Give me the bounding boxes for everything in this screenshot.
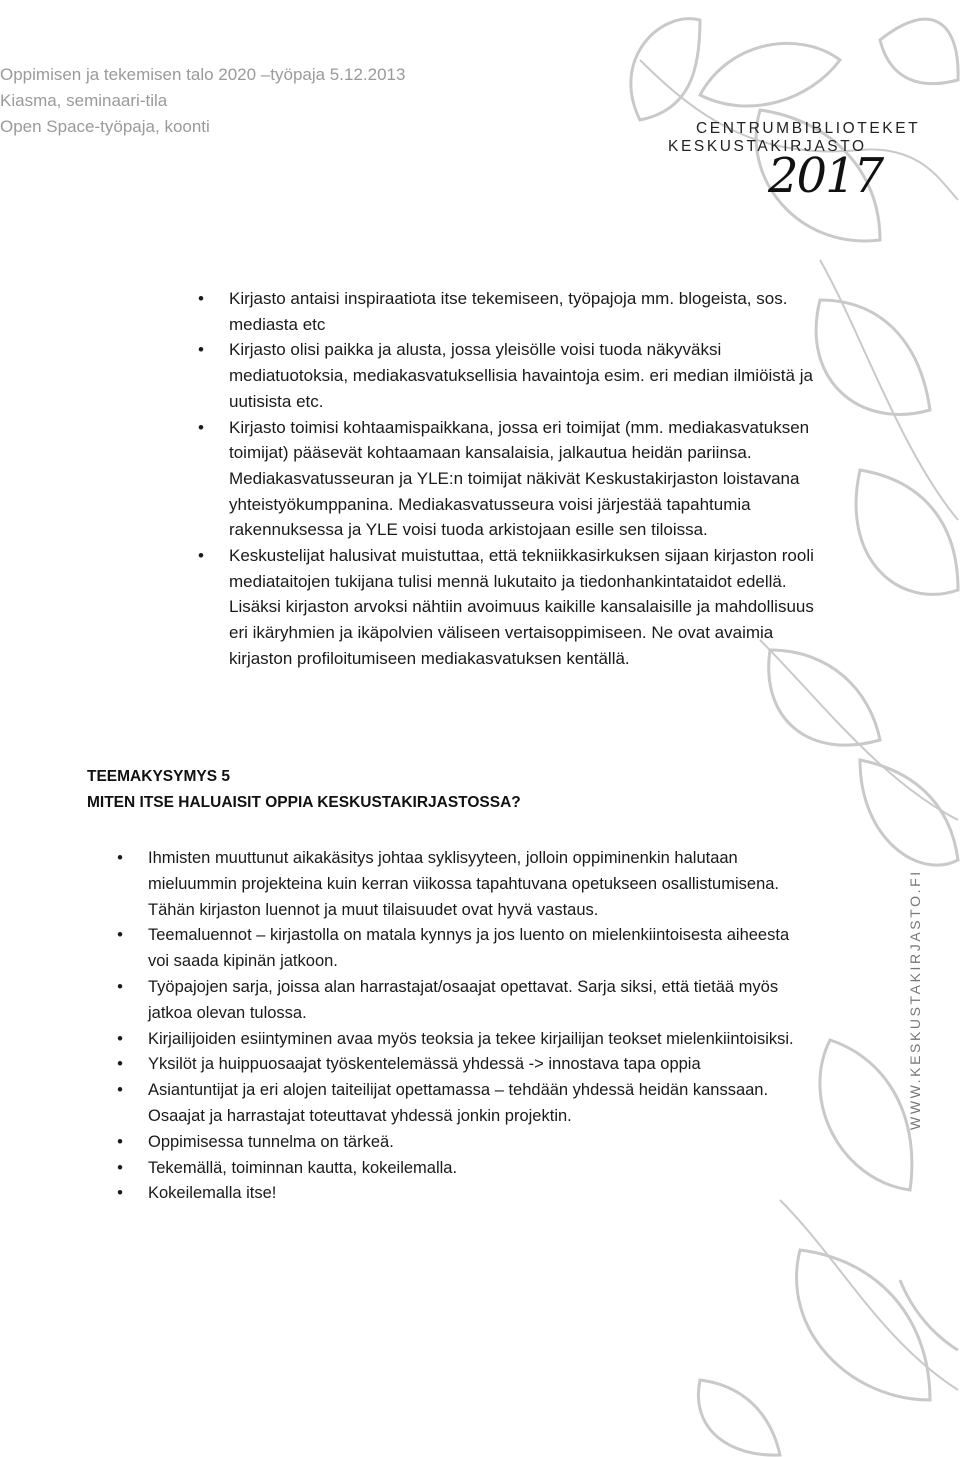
bullet-icon: • bbox=[117, 1184, 123, 1203]
list-item-text: Kirjasto toimisi kohtaamispaikkana, jossa eri toimijat (mm. mediakasvatuksen toimijat) pääsevät kohtaamaan kansalaisia, jalkautua heidän pariinsa. Mediakasvatusseuran ja YLE:n toimijat näkivät Keskustakirjaston loistavana yhteistyökumppanina. Mediakasvatusseura voisi järjestää tapahtumia rakennuksessa ja YLE voisi tuoda arkistojaan esille sen tiloissa. bbox=[229, 417, 810, 540]
list-item-text: Työpajojen sarja, joissa alan harrastajat/osaajat opettavat. Sarja siksi, että tietää myös jatkoa olevan tulossa. bbox=[148, 977, 779, 1022]
list-item-text: Oppimisessa tunnelma on tärkeä. bbox=[148, 1132, 394, 1151]
theme-title: TEEMAKYSYMYS 5 bbox=[87, 768, 230, 785]
bullet-icon: • bbox=[117, 1081, 123, 1100]
list-item-text: Kirjasto olisi paikka ja alusta, jossa yleisölle voisi tuoda näkyväksi mediatuotoksia, mediakasvatuksellisia havaintoja esim. eri median ilmiöistä ja uutisista etc. bbox=[229, 340, 813, 411]
brand-finnish-name: KESKUSTAKIRJASTO bbox=[668, 138, 867, 155]
header bbox=[0, 62, 405, 140]
list-item-text: Kokeilemalla itse! bbox=[148, 1184, 277, 1203]
bullet-icon: • bbox=[117, 849, 123, 867]
list-item-text: Kirjailijoiden esiintyminen avaa myös teoksia ja tekee kirjailijan teokset mielenkiintoisiksi. bbox=[148, 1029, 794, 1048]
header-line-session: Open Space-työpaja, koonti bbox=[0, 117, 210, 136]
list-item bbox=[195, 415, 815, 544]
list-item-text: Ihmisten muuttunut aikakäsitys johtaa syklisyyteen, jolloin oppiminenkin halutaan mieluummin projekteina kuin kerran viikossa tapahtuvana opetukseen osallistumisena. Tähän kirjaston luennot ja muut tilaisuudet ovat hyvä vastaus. bbox=[148, 849, 780, 919]
list-item-text: Keskustelijat halusivat muistuttaa, että tekniikkasirkuksen sijaan kirjaston rooli mediataitojen tukijana tulisi mennä lukutaito ja tiedonhankintataidot edellä. Lisäksi kirjaston arvoksi nähtiin avoimuus kaikille kansalaisille ja mahdollisuus eri ikäryhmien ja ikäpolvien väliseen vertaisoppimiseen. Ne ovat avaimia kirjaston profiloitumiseen mediakasvatuksen kentällä. bbox=[229, 546, 814, 668]
list-item bbox=[195, 543, 815, 672]
bullet-icon: • bbox=[198, 289, 204, 308]
bullet-icon: • bbox=[198, 417, 204, 437]
list-item bbox=[195, 286, 815, 337]
bullet-icon: • bbox=[198, 340, 204, 360]
list-item bbox=[113, 1027, 813, 1053]
theme-question: MITEN ITSE HALUAISIT OPPIA KESKUSTAKIRJASTOSSA? bbox=[87, 794, 521, 811]
list-item bbox=[113, 1052, 813, 1078]
list-item bbox=[113, 846, 813, 923]
list-item bbox=[195, 337, 815, 414]
list-item bbox=[113, 1181, 813, 1207]
first-bullet-list bbox=[195, 286, 815, 672]
bullet-icon: • bbox=[198, 546, 204, 566]
bullet-icon: • bbox=[117, 926, 123, 945]
bullet-icon: • bbox=[117, 977, 123, 996]
header-line-event: Oppimisen ja tekemisen talo 2020 –työpaja 5.12.2013 bbox=[0, 65, 406, 84]
header-line-venue: Kiasma, seminaari-tila bbox=[0, 91, 168, 110]
list-item bbox=[113, 1130, 813, 1156]
brand-swedish-name: CENTRUMBIBLIOTEKET bbox=[696, 120, 921, 137]
bullet-icon: • bbox=[117, 1055, 123, 1074]
bullet-icon: • bbox=[117, 1158, 123, 1177]
list-item-text: Tekemällä, toiminnan kautta, kokeilemalla. bbox=[148, 1158, 458, 1177]
list-item-text: Yksilöt ja huippuosaajat työskentelemässä yhdessä -> innostava tapa oppia bbox=[148, 1055, 701, 1074]
list-item bbox=[113, 923, 813, 975]
list-item bbox=[113, 975, 813, 1027]
list-item-text: Teemaluennot – kirjastolla on matala kynnys ja jos luento on mielenkiintoisesta aiheesta voi saada kipinän jatkoon. bbox=[148, 926, 790, 971]
list-item-text: Kirjasto antaisi inspiraatiota itse tekemiseen, työpajoja mm. blogeista, sos. mediasta etc bbox=[229, 289, 788, 334]
list-item bbox=[113, 1156, 813, 1182]
second-bullet-list bbox=[113, 846, 813, 1207]
website-url: WWW.KESKUSTAKIRJASTO.FI bbox=[907, 869, 923, 1130]
brand-year: 2017 bbox=[768, 148, 883, 204]
list-item-text: Asiantuntijat ja eri alojen taiteilijat opettamassa – tehdään yhdessä heidän kanssaan. Osaajat ja harrastajat toteuttavat yhdessä jonkin projektin. bbox=[148, 1081, 769, 1125]
bullet-icon: • bbox=[117, 1029, 123, 1048]
bullet-icon: • bbox=[117, 1132, 123, 1151]
list-item bbox=[113, 1078, 813, 1130]
